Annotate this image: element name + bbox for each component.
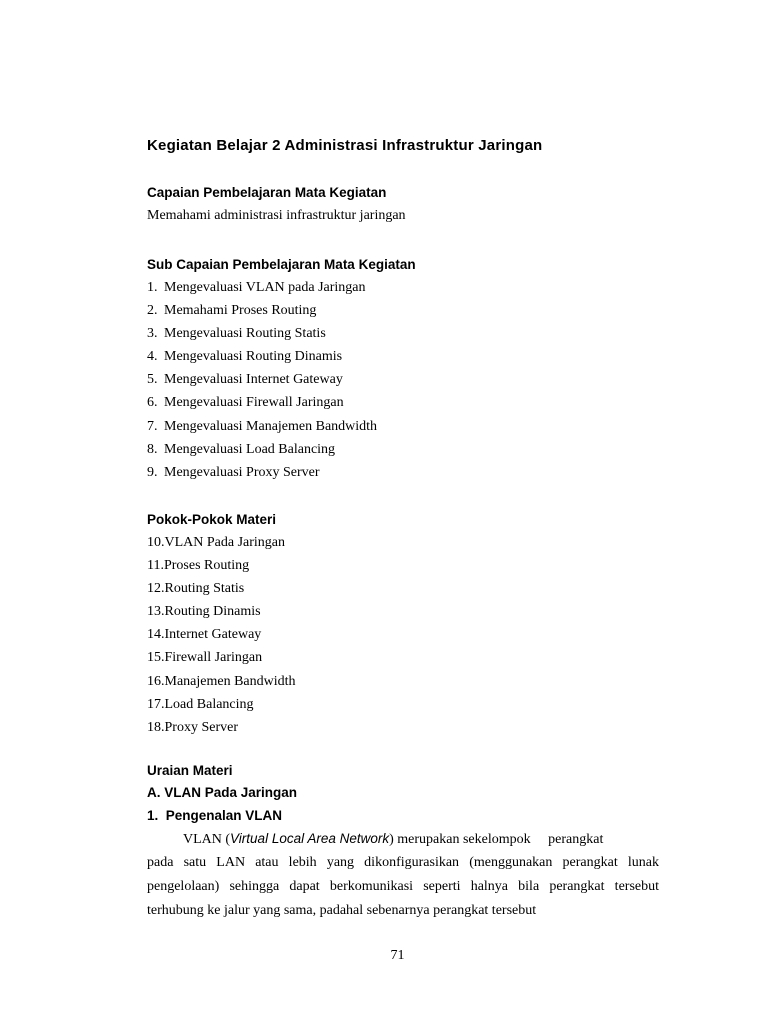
capaian-text: Memahami administrasi infrastruktur jaringan — [147, 208, 406, 223]
list-item: 4. Mengevaluasi Routing Dinamis — [147, 349, 343, 365]
page-number: 71 — [390, 948, 405, 963]
list-item: 7. Mengevaluasi Manajemen Bandwidth — [147, 418, 378, 434]
capaian-heading: Capaian Pembelajaran Mata Kegiatan — [147, 185, 387, 200]
subsection-heading: 1. Pengenalan VLAN — [147, 808, 283, 823]
sub-capaian-heading: Sub Capaian Pembelajaran Mata Kegiatan — [147, 257, 416, 272]
list-item: 2. Memahami Proses Routing — [147, 303, 317, 319]
pokok-heading: Pokok-Pokok Materi — [147, 512, 277, 527]
paragraph-line-3: pengelolaan) sehingga dapat berkomunikasi seperti halnya bila perangkat tersebut — [147, 879, 659, 894]
page-title: Kegiatan Belajar 2 Administrasi Infrastruktur Jaringan — [147, 137, 543, 154]
pokok-list — [147, 531, 296, 739]
list-item: 1. Mengevaluasi VLAN pada Jaringan — [147, 280, 366, 295]
list-item: 9. Mengevaluasi Proxy Server — [147, 464, 320, 480]
list-item: 18.Proxy Server — [147, 719, 238, 735]
section-heading: A. VLAN Pada Jaringan — [147, 785, 298, 800]
list-item: 12.Routing Statis — [147, 581, 245, 597]
sub-capaian-list — [147, 276, 377, 484]
paragraph-line-2: pada satu LAN atau lebih yang dikonfigurasikan (menggunakan perangkat lunak — [147, 855, 659, 870]
list-item: 11.Proses Routing — [147, 558, 250, 574]
list-item: 3. Mengevaluasi Routing Statis — [147, 326, 326, 342]
list-item: 10.VLAN Pada Jaringan — [147, 535, 286, 550]
list-item: 8. Mengevaluasi Load Balancing — [147, 441, 336, 457]
list-item: 15.Firewall Jaringan — [147, 650, 263, 666]
paragraph-line-4: terhubung ke jalur yang sama, padahal sebenarnya perangkat tersebut — [147, 903, 537, 918]
list-item: 14.Internet Gateway — [147, 627, 262, 643]
list-item: 17.Load Balancing — [147, 696, 254, 712]
paragraph-line-1: VLAN (Virtual Local Area Network) merupakan sekelompok perangkat — [183, 831, 604, 847]
paragraph-vlan — [147, 827, 659, 923]
list-item: 5. Mengevaluasi Internet Gateway — [147, 372, 343, 388]
list-item: 6. Mengevaluasi Firewall Jaringan — [147, 395, 344, 411]
uraian-heading: Uraian Materi — [147, 763, 233, 778]
list-item: 16.Manajemen Bandwidth — [147, 673, 296, 689]
list-item: 13.Routing Dinamis — [147, 604, 261, 620]
